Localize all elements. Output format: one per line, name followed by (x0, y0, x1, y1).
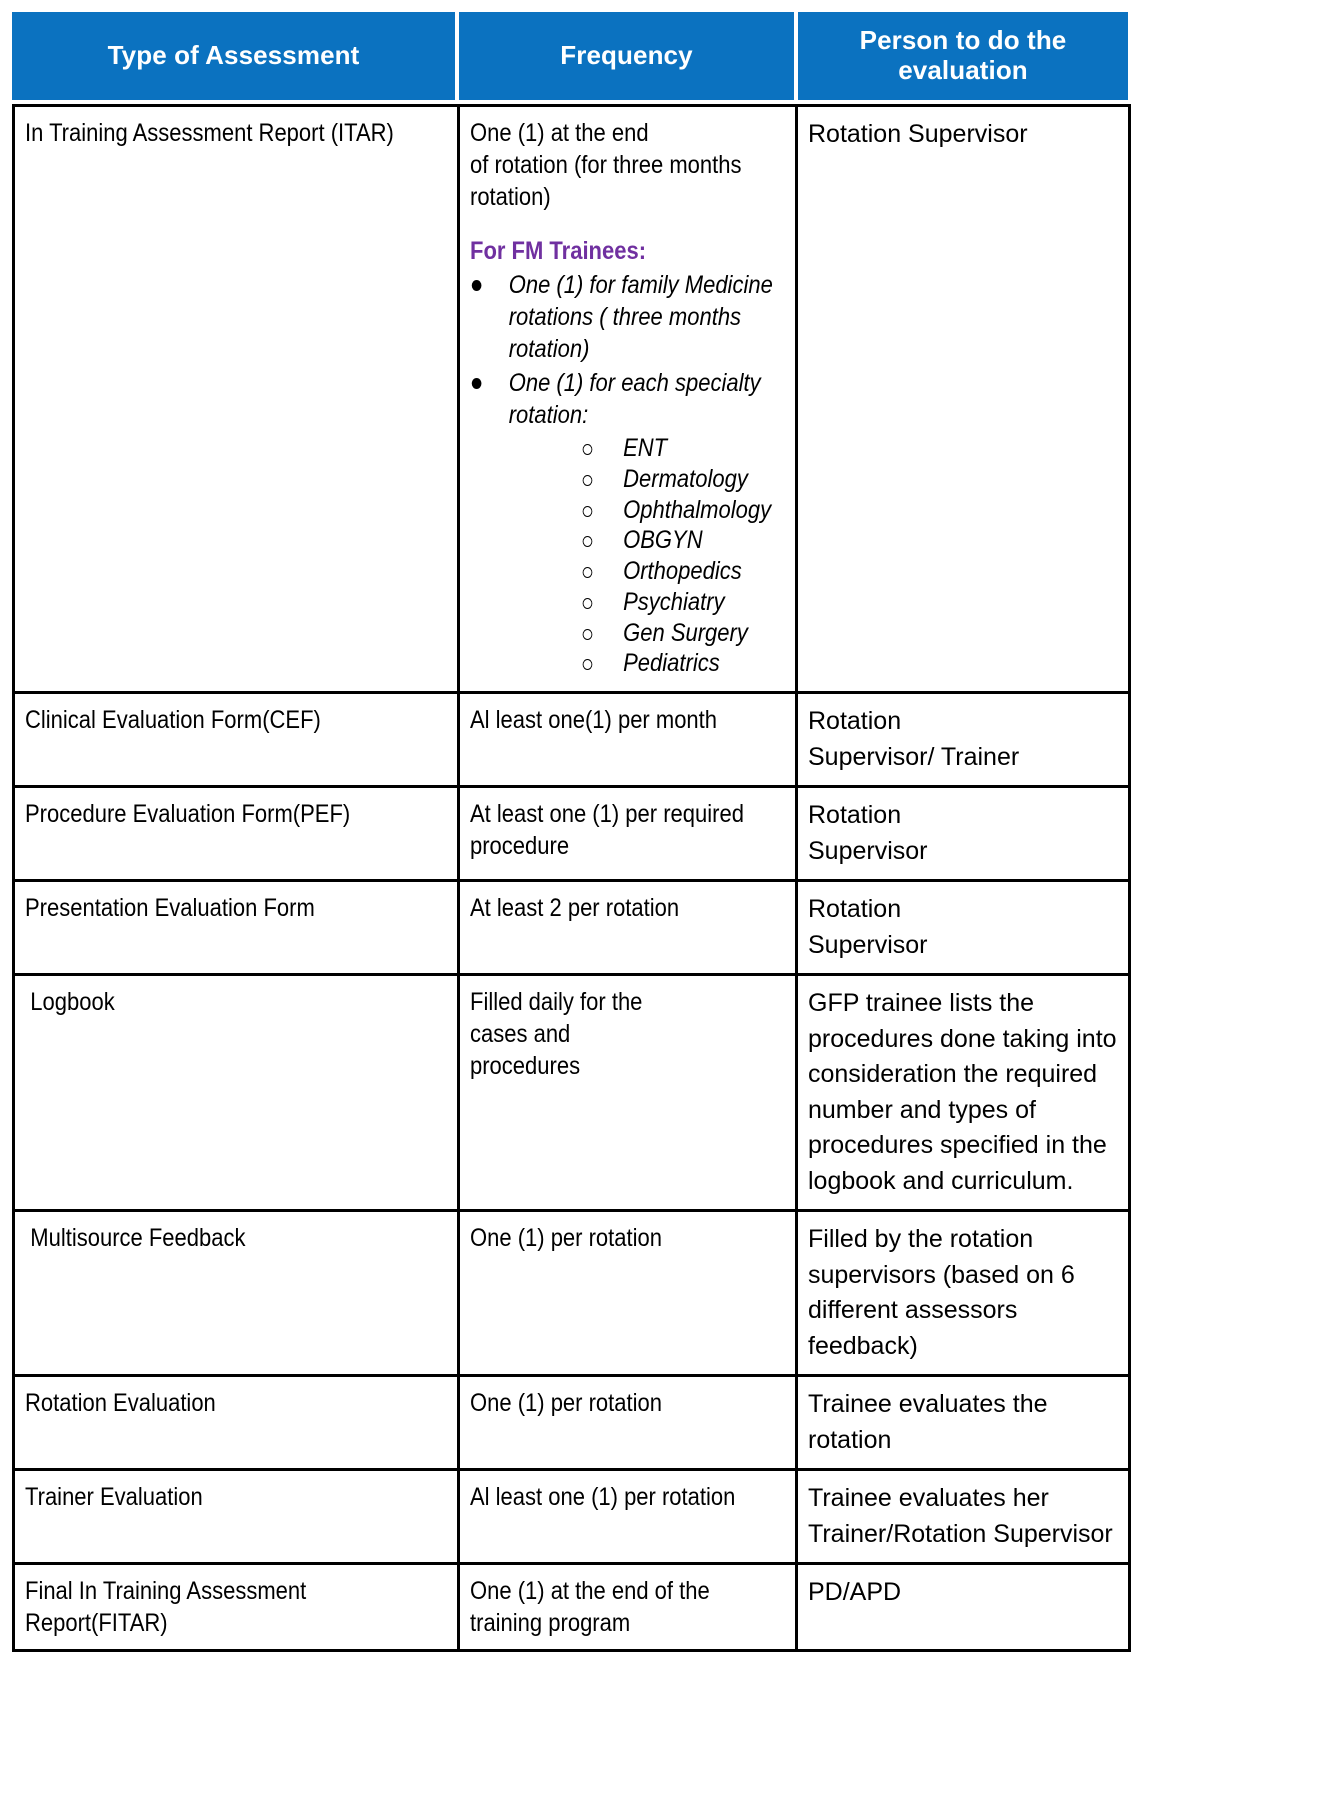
cell-person (797, 787, 1130, 881)
list-item: ENT (509, 433, 785, 464)
cell-person (797, 1470, 1130, 1564)
person-line: Rotation (808, 707, 902, 735)
frequency-line: rotation) (470, 183, 551, 211)
cell-assessment (14, 787, 459, 881)
frequency-line: procedure (470, 832, 570, 860)
cell-person (797, 975, 1130, 1211)
cell-assessment (14, 1470, 459, 1564)
person-line: Trainer/Rotation Supervisor (808, 1519, 1113, 1548)
table-row (14, 1211, 1130, 1376)
cell-assessment (14, 1564, 459, 1651)
person-line: logbook and curriculum. (808, 1166, 1074, 1195)
cell-person (797, 1376, 1130, 1470)
list-item: One (1) for family Medicine rotations ( three months rotation) (470, 269, 785, 365)
cell-frequency (459, 881, 797, 975)
assessment-name: Presentation Evaluation Form (25, 894, 315, 922)
list-item-label: One (1) for each specialty rotation: (508, 369, 761, 429)
person-line: rotation (808, 1425, 892, 1454)
table-row (14, 693, 1130, 787)
table-row (14, 1564, 1130, 1651)
table-header-row (12, 12, 1128, 100)
person-line: Filled by the rotation (808, 1225, 1034, 1253)
assessment-name: Trainer Evaluation (25, 1483, 203, 1511)
frequency-line: At least one (1) per required (470, 800, 744, 828)
cell-person (797, 1211, 1130, 1376)
cell-frequency (459, 1376, 797, 1470)
person-line: number and types of (808, 1095, 1036, 1124)
list-item: Orthopedics (509, 556, 785, 587)
cell-person (797, 693, 1130, 787)
list-item: Dermatology (509, 464, 785, 495)
person-line: Rotation (808, 801, 902, 829)
assessment-name: In Training Assessment Report (ITAR) (25, 119, 394, 147)
person-line: feedback) (808, 1331, 918, 1360)
cell-frequency (459, 693, 797, 787)
frequency-line: training program (470, 1609, 631, 1637)
fm-bullet-list (470, 269, 785, 679)
cell-frequency (459, 1470, 797, 1564)
assessment-name: Logbook (30, 988, 115, 1016)
column-header-label: Person to do the evaluation (859, 25, 1067, 85)
assessment-name: Procedure Evaluation Form(PEF) (25, 800, 351, 828)
spacer (470, 213, 785, 235)
list-item: OBGYN (509, 525, 785, 556)
assessment-name: Multisource Feedback (30, 1224, 246, 1252)
column-header-label: Type of Assessment (107, 40, 360, 71)
column-header-type-of-assessment (12, 12, 455, 100)
table-row (14, 1376, 1130, 1470)
person-line: Supervisor/ Trainer (808, 742, 1020, 771)
person-line: Rotation (808, 895, 902, 923)
frequency-line: One (1) at the end (470, 119, 649, 147)
table-row (14, 975, 1130, 1211)
person-line: Trainee evaluates the (808, 1390, 1048, 1418)
person-line: consideration the required (808, 1060, 1098, 1088)
person-line: procedures done taking into (808, 1024, 1117, 1053)
cell-assessment (14, 975, 459, 1211)
person-line: supervisors (based on 6 (808, 1260, 1075, 1289)
person-line: Supervisor (808, 930, 928, 959)
person-line: PD/APD (808, 1578, 902, 1606)
frequency-line: One (1) per rotation (470, 1389, 662, 1417)
specialty-list (509, 433, 785, 679)
column-header-label: Frequency (560, 40, 693, 71)
cell-assessment (14, 693, 459, 787)
frequency-line: At least 2 per rotation (470, 894, 680, 922)
person-line: Supervisor (808, 836, 928, 865)
assessment-name: Rotation Evaluation (25, 1389, 216, 1417)
list-item (470, 367, 785, 679)
column-header-person-to-do-evaluation (798, 12, 1128, 100)
cell-frequency (459, 975, 797, 1211)
cell-frequency (459, 787, 797, 881)
cell-frequency (459, 1564, 797, 1651)
frequency-line: One (1) at the end of the (470, 1577, 710, 1605)
frequency-line: procedures (470, 1052, 581, 1080)
table-row (14, 106, 1130, 693)
cell-assessment (14, 1376, 459, 1470)
person-line: procedures specified in the (808, 1131, 1107, 1159)
frequency-line: cases and (470, 1020, 571, 1048)
frequency-line: Filled daily for the (470, 988, 643, 1016)
list-item: Gen Surgery (509, 618, 785, 649)
fm-trainees-heading: For FM Trainees: (470, 237, 647, 265)
cell-assessment (14, 106, 459, 693)
frequency-line: Al least one(1) per month (470, 706, 718, 734)
list-item: Psychiatry (509, 587, 785, 618)
cell-frequency (459, 1211, 797, 1376)
frequency-line: Al least one (1) per rotation (470, 1483, 736, 1511)
list-item: Pediatrics (509, 648, 785, 679)
cell-assessment (14, 1211, 459, 1376)
cell-frequency (459, 106, 797, 693)
frequency-line: One (1) per rotation (470, 1224, 662, 1252)
assessment-name: Clinical Evaluation Form(CEF) (25, 706, 321, 734)
table-row (14, 787, 1130, 881)
person-line: Trainee evaluates her (808, 1484, 1049, 1512)
person-line: different assessors (808, 1296, 1018, 1324)
assessment-table (12, 104, 1131, 1652)
cell-person (797, 106, 1130, 693)
frequency-line: of rotation (for three months (470, 151, 742, 179)
table-row (14, 881, 1130, 975)
cell-assessment (14, 881, 459, 975)
person-line: GFP trainee lists the (808, 989, 1035, 1017)
cell-person (797, 1564, 1130, 1651)
table-row (14, 1470, 1130, 1564)
cell-person (797, 881, 1130, 975)
list-item: Ophthalmology (509, 495, 785, 526)
person-line: Rotation Supervisor (808, 120, 1028, 148)
assessment-name: Final In Training Assessment Report(FITAR) (25, 1577, 307, 1637)
column-header-frequency (459, 12, 794, 100)
